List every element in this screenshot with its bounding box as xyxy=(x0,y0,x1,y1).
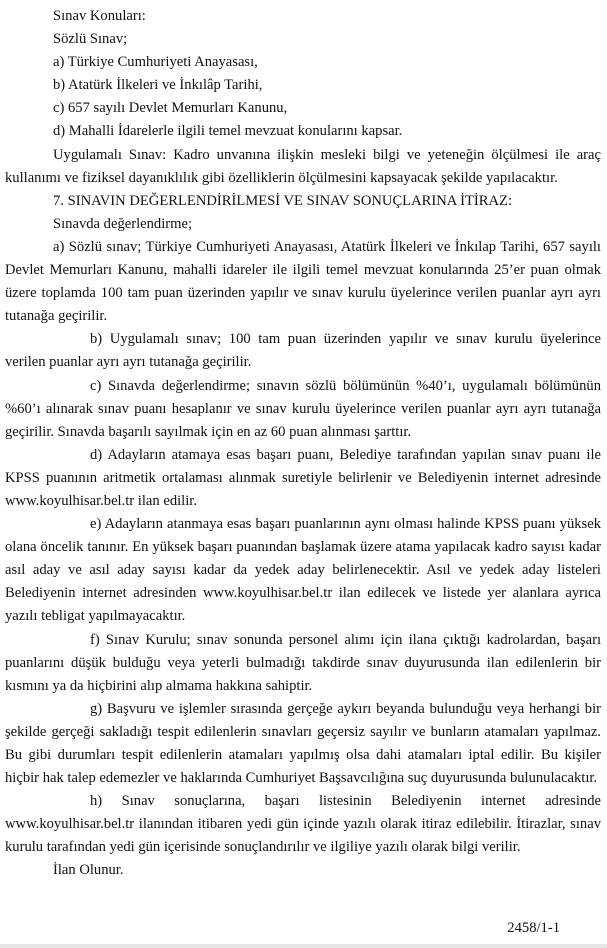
oral-topic-item: a) Türkiye Cumhuriyeti Anayasası, xyxy=(53,54,258,71)
oral-exam-heading: Sözlü Sınav; xyxy=(53,31,128,48)
section-7-heading: 7. SINAVIN DEĞERLENDİRİLMESİ VE SINAV SONUÇLARINA İTİRAZ: xyxy=(53,192,513,209)
evaluation-paragraph-a: a) Sözlü sınav; Türkiye Cumhuriyeti Anayasası, Atatürk İlkeleri ve İnkılap Tarihi, 657 sayılı Devlet Memurları Kanunu, mahalli idareler ile ilgili temel mevzuat konularında 25’er puan olmak üzere toplamda 100 tam puan üzerinden yapılır ve sınav kurulu üyelerince verilen puanlar ayrı ayrı tutanağa geçirilir. xyxy=(5,238,601,325)
oral-topic-item: c) 657 sayılı Devlet Memurları Kanunu, xyxy=(53,100,288,117)
evaluation-paragraph-c: c) Sınavda değerlendirme; sınavın sözlü bölümünün %40’ı, uygulamalı bölümünün %60’ı alınarak sınav puanı hesaplanır ve sınav kurulu üyelerince verilen puanlar ayrı ayrı tutanağa geçirilir. Sınavda başarılı sayılmak için en az 60 puan alınması şarttır. xyxy=(5,377,601,440)
announcement-page xyxy=(5,5,601,883)
exam-topics-heading: Sınav Konuları: xyxy=(53,8,146,24)
evaluation-paragraph-d: d) Adayların atamaya esas başarı puanı, Belediye tarafından yapılan sınav puanı ile KPSS puanının aritmetik ortalaması alınmak suretiyle belirlenir ve Belediyenin internet adresinde www.koyulhisar.bel.tr ilan edilir. xyxy=(5,446,601,509)
oral-topic-item: d) Mahalli İdarelerle ilgili temel mevzuat konularını kapsar. xyxy=(53,123,403,140)
evaluation-paragraph-b: b) Uygulamalı sınav; 100 tam puan üzerinden yapılır ve sınav kurulu üyelerince verilen puanlar ayrı ayrı tutanağa geçirilir. xyxy=(5,331,601,371)
evaluation-paragraph-h: h) Sınav sonuçlarına, başarı listesinin Belediyenin internet adresinde www.koyulhisar.bel.tr ilanından itibaren yedi gün içinde yazılı olarak itiraz edilebilir. İtirazlar, sınav kurulu tarafından yedi gün içerisinde sonuçlandırılır ve ilgiliye yazılı olarak bilgi verilir. xyxy=(5,793,601,856)
reference-number: 2458/1-1 xyxy=(507,920,560,936)
page-bottom-divider xyxy=(0,944,607,948)
evaluation-paragraph-e: e) Adayların atanmaya esas başarı puanlarının aynı olması halinde KPSS puanı yüksek olana öncelik tanınır. En yüksek başarı puanından başlamak üzere atama yapılacak kadro sayısı kadar asıl aday ve asıl aday sayısı kadar da yedek aday belirlenecektir. Asıl ve yedek aday listeleri Belediyenin internet adresinden www.koyulhisar.bel.tr ilan edilecek ve listede yer alanlara ayrıca yazılı tebligat yapılmayacaktır. xyxy=(5,516,601,625)
practical-exam-paragraph: Uygulamalı Sınav: Kadro unvanına ilişkin mesleki bilgi ve yeteneğin ölçülmesi ile araç kullanımı ve fiziksel dayanıklılık gibi özelliklerin ölçülmesini kapsayacak şekilde yapılacaktır. xyxy=(5,146,601,186)
oral-topic-item: b) Atatürk İlkeleri ve İnkılâp Tarihi, xyxy=(53,77,263,94)
evaluation-heading: Sınavda değerlendirme; xyxy=(53,215,192,232)
closing-statement: İlan Olunur. xyxy=(53,862,124,879)
evaluation-paragraph-f: f) Sınav Kurulu; sınav sonunda personel alımı için ilana çıktığı kadrolardan, başarı puanlarını düşük bulduğu veya yeterli bulmadığı takdirde sınav duyurusunda ilan edilenlerin bir kısmını ya da hiçbirini alıp almama hakkına sahiptir. xyxy=(5,631,601,694)
evaluation-paragraph-g: g) Başvuru ve işlemler sırasında gerçeğe aykırı beyanda bulunduğu veya herhangi bir şekilde gerçeği sakladığı tespit edilenlerin sınavları geçersiz sayılır ve bunların atamaları yapılmaz. Bu gibi durumları tespit edilenlerin atamaları yapılmış olsa dahi atamaları iptal edilir. Bu kişiler hiçbir hak talep edemezler ve haklarında Cumhuriyet Başsavcılığına suç duyurusunda bulunulacaktır. xyxy=(5,700,601,787)
